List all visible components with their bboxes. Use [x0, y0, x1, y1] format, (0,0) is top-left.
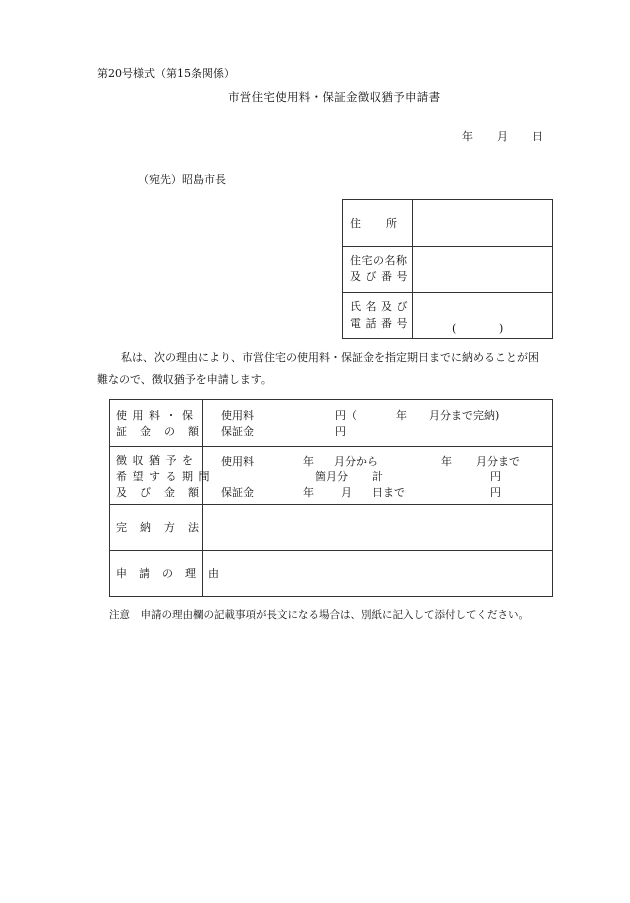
row1-deposit-label: 保証金 [221, 425, 254, 438]
detail-table-rule [110, 446, 552, 447]
row2-deposit-day: 日まで [372, 486, 405, 499]
row2-deposit-yen: 円 [490, 486, 501, 499]
housing-name-label-2: 及 び 番 号 [350, 270, 408, 283]
statement-line-2: 難なので、徴収猶予を申請します。 [97, 373, 272, 386]
name-phone-label-2: 電 話 番 号 [350, 317, 408, 330]
detail-table-rule [110, 504, 552, 505]
row2-fee-label: 使用料 [221, 455, 254, 468]
row2-from-month: 月分から [334, 455, 378, 468]
detail-table [109, 399, 553, 597]
row1-fee-year: 年 [396, 409, 407, 422]
housing-name-label-1: 住宅の名称 [350, 254, 408, 267]
applicant-table [342, 199, 553, 339]
row2-to-month: 月分まで [476, 455, 520, 468]
address-field[interactable] [415, 201, 550, 244]
payment-method-field[interactable] [205, 506, 550, 548]
fee-deposit-label-1: 使 用 料 ・ 保 [116, 409, 194, 422]
row2-from-year: 年 [303, 455, 314, 468]
addressee: （宛先）昭島市長 [138, 173, 226, 186]
note: 注意 申請の理由欄の記載事項が長文になる場合は、別紙に記入して添付してください。 [109, 609, 529, 621]
reason-field[interactable] [205, 552, 550, 595]
detail-table-rule [110, 550, 552, 551]
deferral-label-3: 及 び 金 額 [116, 486, 200, 499]
row1-fee-yen: 円（ [335, 409, 357, 422]
row1-fee-until: 月分まで完納) [429, 409, 500, 422]
row2-to-year: 年 [441, 455, 452, 468]
phone-paren-close: ) [499, 322, 504, 335]
form-number: 第20号様式（第15条関係） [97, 67, 235, 80]
row2-total: 計 [372, 470, 383, 483]
row2-months-count: 箇月分 [315, 470, 348, 483]
name-phone-label-1: 氏 名 及 び [350, 300, 408, 313]
applicant-table-divider [412, 200, 413, 338]
statement-line-1: 私は、次の理由により、市営住宅の使用料・保証金を指定期日までに納めることが困 [121, 351, 539, 364]
reason-label: 申 請 の 理 由 [116, 567, 220, 580]
payment-method-label: 完 納 方 法 [116, 521, 200, 534]
applicant-table-rule [343, 246, 552, 247]
row1-deposit-yen: 円 [335, 425, 346, 438]
date-year: 年 [462, 130, 473, 143]
fee-deposit-label-2: 証 金 の 額 [116, 425, 200, 438]
page-title: 市営住宅使用料・保証金徴収猶予申請書 [228, 90, 441, 104]
date-month: 月 [497, 130, 508, 143]
deferral-label-2: 希 望 す る 期 間 [116, 470, 211, 483]
row2-total-yen: 円 [490, 470, 501, 483]
date-day: 日 [532, 130, 543, 143]
phone-paren-open: ( [452, 322, 457, 335]
row2-deposit-label: 保証金 [221, 486, 254, 499]
applicant-table-rule [343, 292, 552, 293]
name-field[interactable] [415, 294, 550, 320]
housing-name-field[interactable] [415, 248, 550, 291]
address-label: 住 所 [350, 217, 398, 230]
row1-fee-label: 使用料 [221, 409, 254, 422]
row2-deposit-month: 月 [341, 486, 352, 499]
row2-deposit-year: 年 [303, 486, 314, 499]
deferral-label-1: 徴 収 猶 予 を [116, 454, 194, 467]
